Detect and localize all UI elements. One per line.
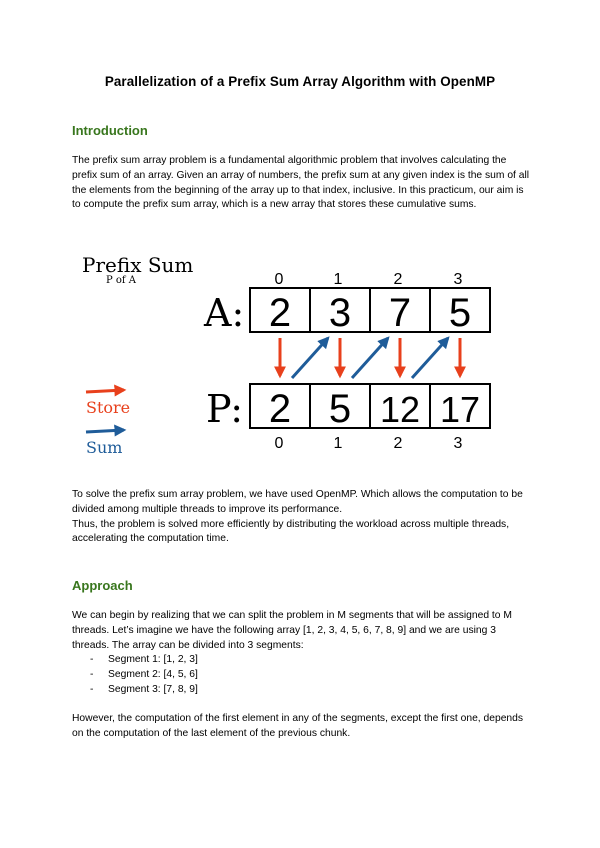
openmp-paragraph: Thus, the problem is solved more efficiently by distributing the workload across multiple threads, accelerating the computation time. [72, 518, 510, 545]
introduction-text: The prefix sum array problem is a fundamental algorithmic problem that involves calculating the prefix sum of an array. Given an array of numbers, the prefix sum at any given index is the sum of all the elements from the beginning of the array up to that index, inclusive. In this practicum, our aim is to compute the prefix sum array, which is a new array that stores these cumulative sums. [72, 155, 530, 211]
prefix-sum-figure [76, 250, 496, 460]
bottom-index: 0 [274, 435, 284, 452]
array-p-cell: 12 [379, 389, 421, 430]
bullet-marker: - [90, 654, 94, 665]
approach-paragraph [72, 609, 532, 653]
introduction-heading: Introduction [72, 123, 148, 138]
introduction-paragraph [72, 154, 532, 213]
approach-text: We can begin by realizing that we can split the problem in M segments that will be assigned to M threads. Let’s imagine we have the following array [1, 2, 3, 4, 5, 6, 7, 8, 9] and we are using 3 threads. The array can be divided into 3 segments: [72, 610, 512, 651]
segment-text: Segment 3: [7, 8, 9] [108, 683, 198, 695]
document-title: Parallelization of a Prefix Sum Array Algorithm with OpenMP [104, 74, 496, 89]
bottom-index: 1 [333, 435, 343, 452]
array-a [250, 288, 490, 335]
closing-text: However, the computation of the first element in any of the segments, except the first one, depends on the computation of the last element of the previous chunk. [72, 713, 524, 739]
array-a-cell: 2 [268, 291, 292, 335]
legend-store-label: Store [86, 398, 131, 417]
bottom-index: 3 [453, 435, 463, 452]
segment-list [90, 653, 198, 697]
array-p-label: P: [206, 387, 244, 431]
array-a-cell: 7 [388, 291, 412, 335]
approach-heading: Approach [72, 578, 133, 593]
array-p-cell: 2 [268, 387, 292, 431]
prefix-sum-diagram [76, 250, 496, 460]
list-item [90, 668, 198, 683]
figure-title: Prefix Sum [82, 253, 194, 277]
openmp-paragraphs [72, 488, 532, 547]
array-p-cell: 5 [328, 387, 352, 431]
bullet-marker: - [90, 683, 94, 695]
array-a-cell: 5 [448, 291, 472, 335]
top-index: 2 [393, 271, 403, 288]
top-index: 3 [453, 271, 463, 288]
array-a-cell: 3 [328, 291, 352, 335]
array-p-cell: 17 [439, 389, 481, 430]
legend-store-arrow [86, 390, 124, 392]
closing-paragraph [72, 712, 532, 742]
array-a-label: A: [204, 291, 245, 335]
legend [86, 390, 130, 457]
bottom-index: 2 [393, 435, 403, 452]
sum-arrow [352, 338, 388, 378]
sum-arrows [292, 338, 448, 378]
sum-arrow [292, 338, 328, 378]
segment-text: Segment 1: [1, 2, 3] [108, 654, 198, 665]
list-item [90, 683, 198, 698]
top-index: 1 [333, 271, 343, 288]
top-index: 0 [274, 271, 284, 288]
sum-arrow [412, 338, 448, 378]
bullet-marker: - [90, 668, 94, 680]
figure-subtitle: P of A [106, 275, 137, 286]
list-item [90, 653, 198, 668]
openmp-paragraph: To solve the prefix sum array problem, we have used OpenMP. Which allows the computation to be divided among multiple threads to improve its performance. [72, 489, 523, 515]
legend-sum-label: Sum [86, 438, 123, 457]
array-p [250, 384, 490, 431]
segment-text: Segment 2: [4, 5, 6] [108, 668, 198, 680]
legend-sum-arrow [86, 430, 124, 432]
